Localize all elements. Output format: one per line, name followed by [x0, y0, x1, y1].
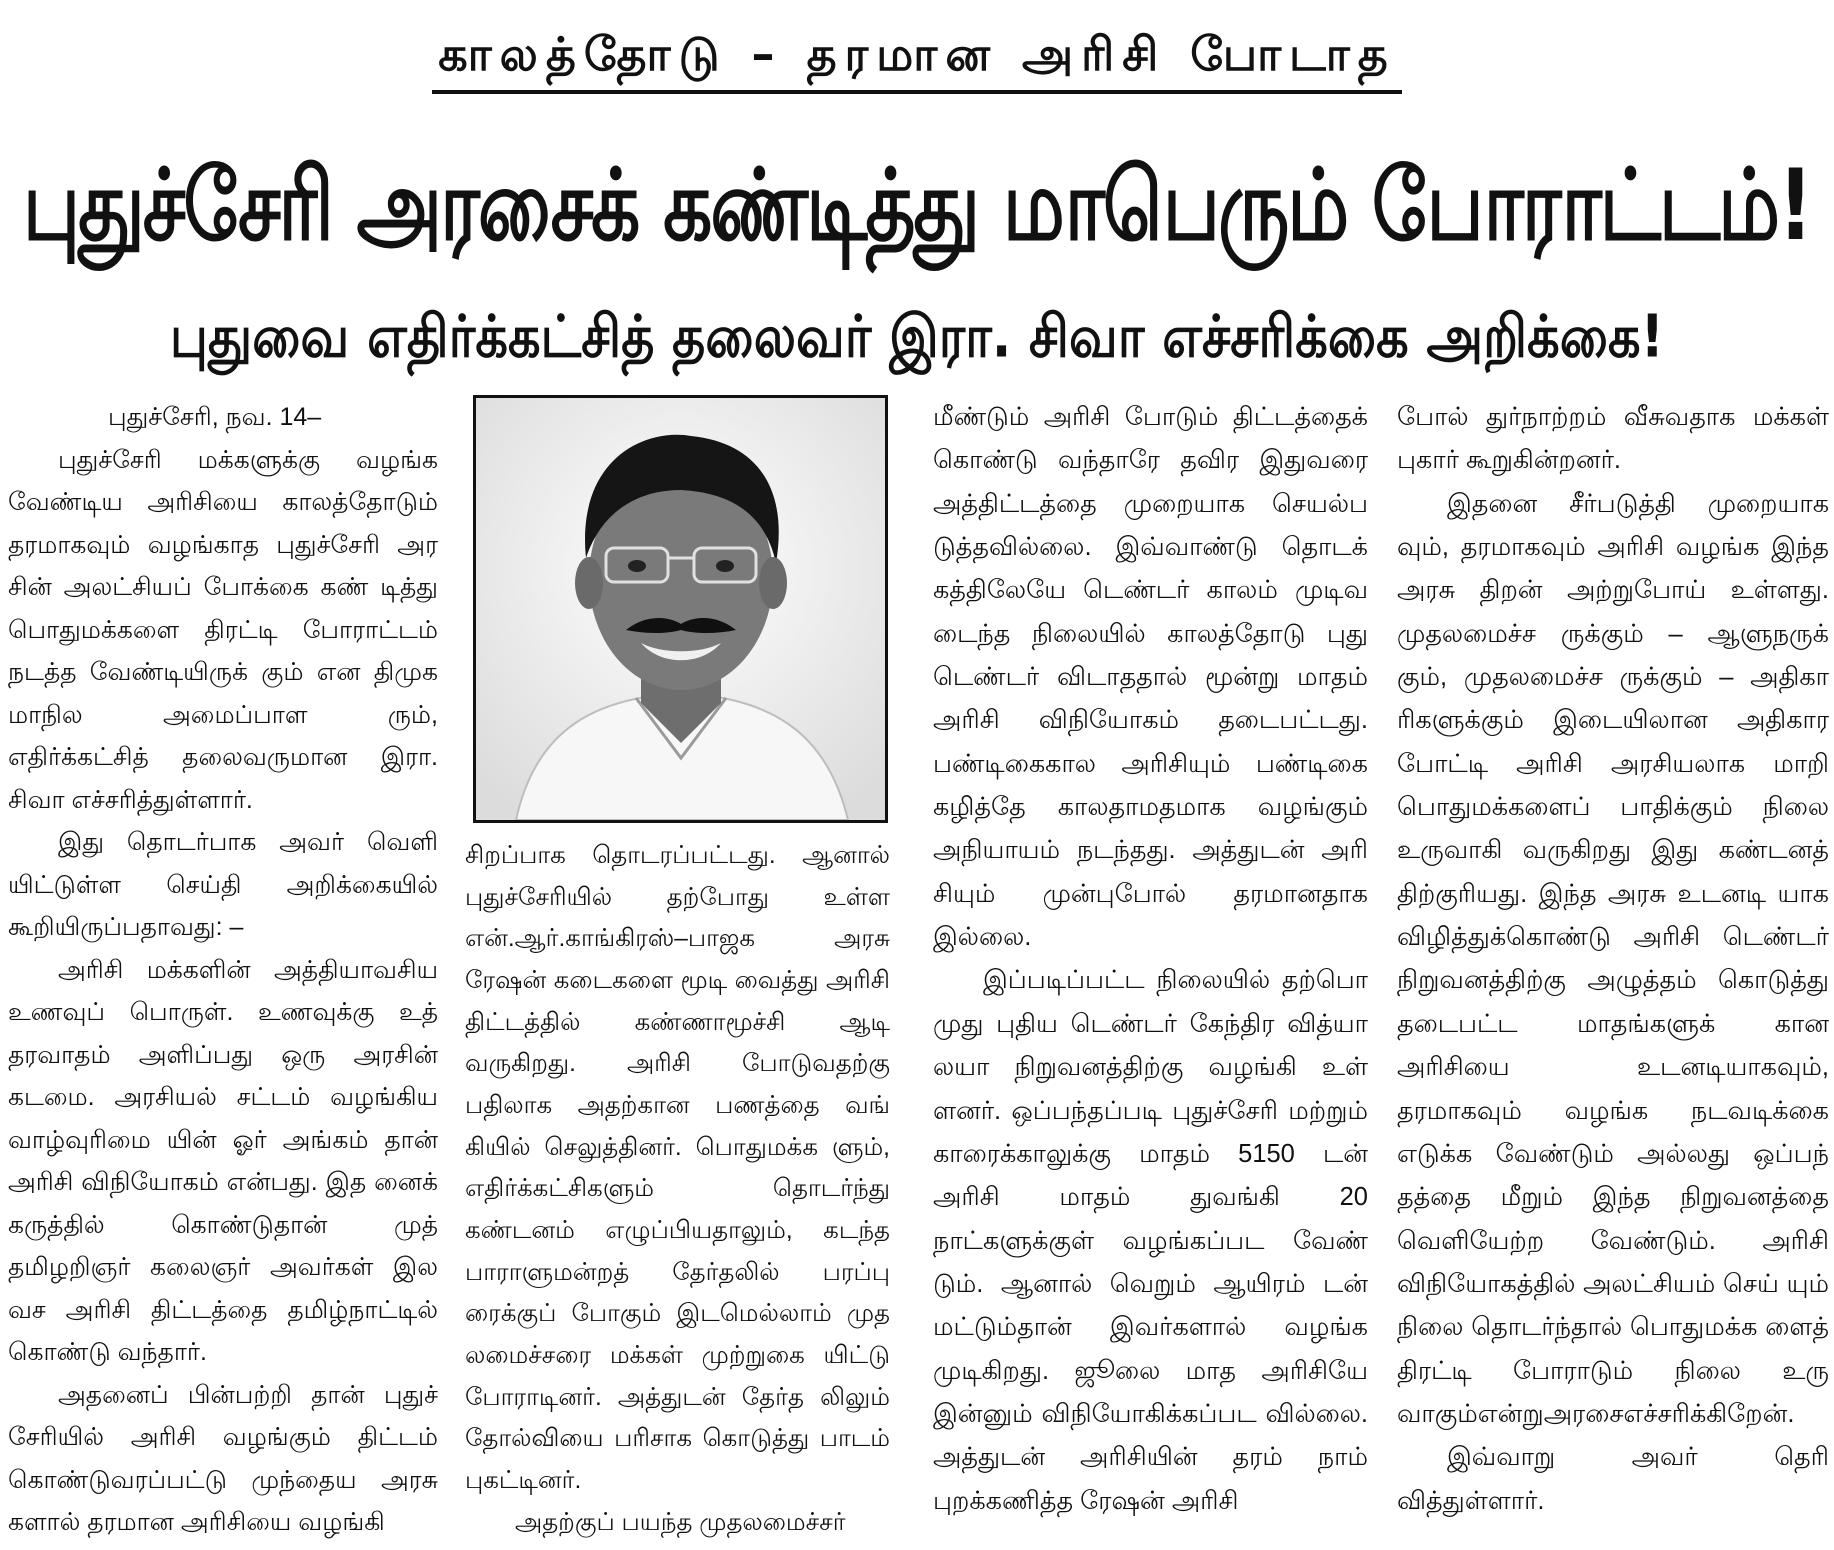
- dateline: புதுச்சேரி, நவ. 14–: [108, 403, 322, 431]
- paragraph: அரிசி மக்களின் அத்தியாவசிய உணவுப் பொருள். உணவுக்கு உத் தரவாதம் அளிப்பது ஒரு அரசின் கடமை. அரசியல் சட்டம் வழங்கிய வாழ்வுரிமை யின் ஓர் அங்கம் தான் அரிசி விநியோகம் என்பது. இத னைக் கருத்தில் கொண்டுதான் முத் தமிழறிஞர் கலைஞர் அவர்கள் இல வச அரிசி திட்டத்தை தமிழ்நாட்டில் கொண்டு வந்தார்.: [8, 955, 438, 1366]
- article-column-4: [1397, 396, 1829, 1523]
- paragraph: அதனைப் பின்பற்றி தான் புதுச் சேரியில் அரிசி வழங்கும் திட்டம் கொண்டுவரப்பட்டு முந்தைய அரசு களால் தரமான அரிசியை வழங்கி: [8, 1380, 438, 1536]
- article-column-3: [933, 396, 1368, 1523]
- article-column-1: [8, 396, 438, 1544]
- paragraph: இவ்வாறு அவர் தெரி வித்துள்ளார்.: [1397, 1443, 1829, 1515]
- paragraph: போல் துர்நாற்றம் வீசுவதாக மக்கள் புகார் கூறுகின்றனர்.: [1397, 403, 1829, 475]
- paragraph: அதற்குப் பயந்த முதலமைச்சர்: [515, 1508, 846, 1536]
- main-headline: புதுச்சேரி அரசைக் கண்டித்து மாபெரும் போராட்டம்!: [22, 149, 1812, 264]
- paragraph: இது தொடர்பாக அவர் வெளி யிட்டுள்ள செய்தி அறிக்கையில் கூறியிருப்பதாவது: –: [8, 828, 438, 941]
- portrait-photo-icon: [476, 398, 885, 820]
- paragraph: இதனை சீர்படுத்தி முறையாக வும், தரமாகவும் அரிசி வழங்க இந்த அரசு திறன் அற்றுபோய் உள்ளது. முதலமைச்ச ருக்கும் – ஆளுநருக் கும், முதலமைச்ச ருக்கும் – அதிகா ரிகளுக்கும் இடையிலான அதிகார போட்டி அரிசி அரசியலாக மாறி பொதுமக்களைப் பாதிக்கும் நிலை உருவாகி வருகிறது இது கண்டனத் திற்குரியது. இந்த அரசு உடனடி யாக விழித்துக்கொண்டு அரிசி டெண்டர் நிறுவனத்திற்கு அழுத்தம் கொடுத்து தடைபட்ட மாதங்களுக் கான அரிசியை உடனடியாகவும், தரமாகவும் வழங்க நடவடிக்கை எடுக்க வேண்டும் அல்லது ஒப்பந் தத்தை மீறும் இந்த நிறுவனத்தை வெளியேற்ற வேண்டும். அரிசி விநியோகத்தில் அலட்சியம் செய் யும் நிலை தொடர்ந்தால் பொதுமக்க ளைத் திரட்டி போராடும் நிலை உரு வாகும்என்றுஅரசைஎச்சரிக்கிறேன்.: [1397, 489, 1829, 1428]
- sub-headline: புதுவை எதிர்க்கட்சித் தலைவர் இரா. சிவா எச்சரிக்கை அறிக்கை!: [170, 303, 1664, 372]
- portrait-photo: [473, 395, 888, 823]
- paragraph: சிறப்பாக தொடரப்பட்டது. ஆனால் புதுச்சேரியில் தற்போது உள்ள என்.ஆர்.காங்கிரஸ்–பாஜக அரசு ரேஷன் கடைகளை மூடி வைத்து அரிசி திட்டத்தில் கண்ணாமூச்சி ஆடி வருகிறது. அரிசி போடுவதற்கு பதிலாக அதற்கான பணத்தை வங் கியில் செலுத்தினர். பொதுமக்க ளும், எதிர்க்கட்சிகளும் தொடர்ந்து கண்டனம் எழுப்பியதாலும், கடந்த பாராளுமன்றத் தேர்தலில் பரப்பு ரைக்குப் போகும் இடமெல்லாம் முத லமைச்சரை மக்கள் முற்றுகை யிட்டு போராடினர். அத்துடன் தேர்த லிலும் தோல்வியை பரிசாக கொடுத்து பாடம் புகட்டினர்.: [465, 842, 890, 1494]
- kicker-headline: [0, 22, 1834, 94]
- kicker-text: காலத்தோடு – தரமான அரிசி போடாத: [432, 22, 1402, 94]
- paragraph: புதுச்சேரி மக்களுக்கு வழங்க வேண்டிய அரிசியை காலத்தோடும் தரமாகவும் வழங்காத புதுச்சேரி அர சின் அலட்சியப் போக்கை கண் டித்து பொதுமக்களை திரட்டி போராட்டம் நடத்த வேண்டியிருக் கும் என திமுக மாநில அமைப்பாள ரும், எதிர்க்கட்சித் தலைவருமான இரா. சிவா எச்சரித்துள்ளார்.: [8, 445, 438, 814]
- article-column-2: [465, 835, 890, 1543]
- paragraph: இப்படிப்பட்ட நிலையில் தற்பொ முது புதிய டெண்டர் கேந்திர வித்யா லயா நிறுவனத்திற்கு வழங்கி உள் ளனர். ஒப்பந்தப்படி புதுச்சேரி மற்றும் காரைக்காலுக்கு மாதம் 5150 டன் அரிசி மாதம் துவங்கி 20 நாட்களுக்குள் வழங்கப்பட வேண் டும். ஆனால் வெறும் ஆயிரம் டன் மட்டும்தான் இவர்களால் வழங்க முடிகிறது. ஜூலை மாத அரிசியே இன்னும் விநியோகிக்கப்பட வில்லை. அத்துடன் அரிசியின் தரம் நாம் புறக்கணித்த ரேஷன் அரிசி: [933, 966, 1368, 1515]
- paragraph: மீண்டும் அரிசி போடும் திட்டத்தைக் கொண்டு வந்தாரே தவிர இதுவரை அத்திட்டத்தை முறையாக செயல்ப டுத்தவில்லை. இவ்வாண்டு தொடக் கத்திலேயே டெண்டர் காலம் முடிவ டைந்த நிலையில் காலத்தோடு புது டெண்டர் விடாததால் மூன்று மாதம் அரிசி விநியோகம் தடைபட்டது. பண்டிகைகால அரிசியும் பண்டிகை கழித்தே காலதாமதமாக வழங்கும் அநியாயம் நடந்தது. அத்துடன் அரி சியும் முன்புபோல் தரமானதாக இல்லை.: [933, 403, 1368, 952]
